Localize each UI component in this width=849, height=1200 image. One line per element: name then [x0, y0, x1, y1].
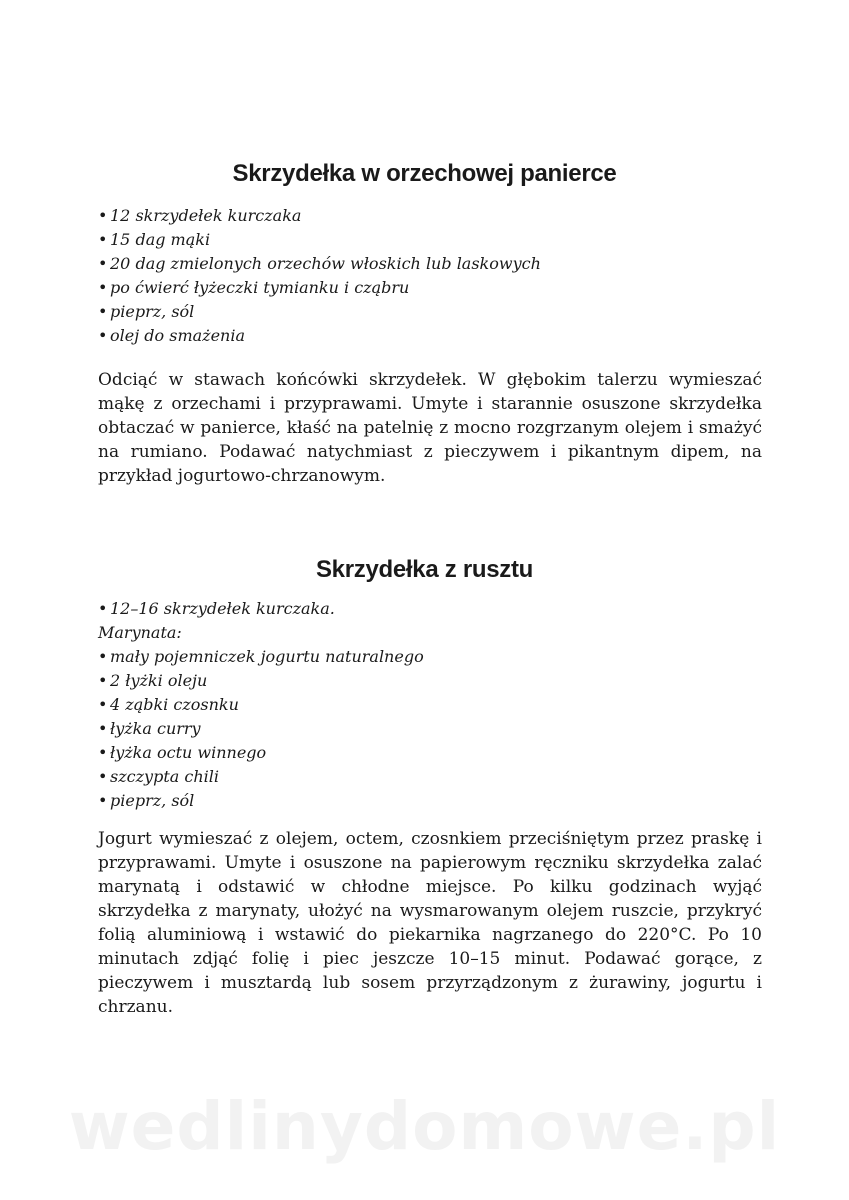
bullet-icon: •: [98, 743, 108, 762]
marinade-label: Marynata:: [98, 623, 182, 642]
ingredient-item: • 2 łyżki oleju: [98, 669, 798, 693]
ingredient-item: • łyżka curry: [98, 717, 798, 741]
ingredient-item: • mały pojemniczek jogurtu naturalnego: [98, 645, 798, 669]
bullet-icon: •: [98, 695, 108, 714]
bullet-icon: •: [98, 254, 108, 273]
ingredient-item: • pieprz, sól: [98, 300, 798, 324]
recipe-title: Skrzydełka w orzechowej panierce: [232, 160, 617, 187]
ingredient-item: • 12–16 skrzydełek kurczaka.: [98, 597, 798, 621]
bullet-icon: •: [98, 791, 108, 810]
ingredient-item: • 4 ząbki czosnku: [98, 693, 798, 717]
watermark: wedlinydomowe.pl: [68, 1088, 781, 1165]
ingredient-item: • szczypta chili: [98, 765, 798, 789]
ingredient-item: • po ćwierć łyżeczki tymianku i cząbru: [98, 276, 798, 300]
bullet-icon: •: [98, 302, 108, 321]
bullet-icon: •: [98, 599, 108, 618]
bullet-icon: •: [98, 767, 108, 786]
ingredient-item: • pieprz, sól: [98, 789, 798, 813]
bullet-icon: •: [98, 671, 108, 690]
bullet-icon: •: [98, 719, 108, 738]
ingredient-item: • łyżka octu winnego: [98, 741, 798, 765]
bullet-icon: •: [98, 326, 108, 345]
bullet-icon: •: [98, 647, 108, 666]
ingredient-item: • olej do smażenia: [98, 324, 798, 348]
recipe-title: Skrzydełka z rusztu: [315, 556, 534, 583]
bullet-icon: •: [98, 206, 108, 225]
ingredient-item: • 15 dag mąki: [98, 228, 798, 252]
ingredient-list: [98, 204, 798, 348]
method-paragraph: Odciąć w stawach końcówki skrzydełek. W głębokim talerzu wymieszać mąkę z orzechami i przyprawami. Umyte i starannie osuszone skrzydełka obtaczać w panierce, kłaść na patelnię z mocno rozgrzanym olejem i smażyć na rumiano. Podawać natychmiast z pieczywem i pikantnym dipem, na przykład jogurtowo-chrzanowym.: [98, 370, 762, 486]
ingredient-item: • 20 dag zmielonych orzechów włoskich lub laskowych: [98, 252, 798, 276]
method-paragraph: Jogurt wymieszać z olejem, octem, czosnkiem przeciśniętym przez praskę i przyprawami. Umyte i osuszone na papierowym ręczniku skrzydełka zalać marynatą i odstawić w chłodne miejsce. Po kilku godzinach wyjąć skrzydełka z marynaty, ułożyć na wysmarowanym olejem ruszcie, przykryć folią aluminiową i wstawić do piekarnika nagrzanego do 220°C. Po 10 minutach zdjąć folię i piec jeszcze 10–15 minut. Podawać gorące, z pieczywem i musztardą lub sosem przyrządzonym z żurawiny, jogurtu i chrzanu.: [98, 829, 762, 1017]
ingredient-list: [98, 597, 798, 813]
bullet-icon: •: [98, 230, 108, 249]
bullet-icon: •: [98, 278, 108, 297]
ingredient-item: • 12 skrzydełek kurczaka: [98, 204, 798, 228]
